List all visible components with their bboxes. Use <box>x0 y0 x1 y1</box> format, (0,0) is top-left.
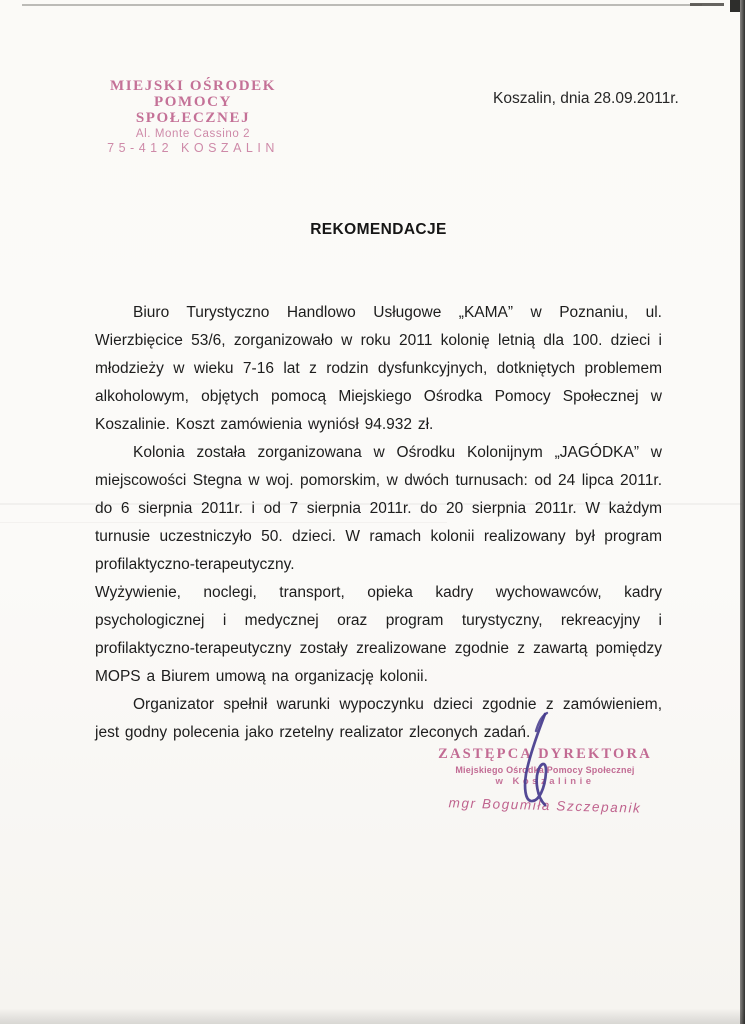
director-stamp-org: Miejskiego Ośrodka Pomocy Społecznej <box>455 765 635 775</box>
paragraph-1: Biuro Turystyczno Handlowo Usługowe „KAMA” w Poznaniu, ul. Wierzbięcice 53/6, zorganizowało w roku 2011 kolonię letnią dla 100. dzieci i młodzieży w wieku 7-16 lat z rodzin dysfunkcyjnych, dotkniętych problemem alkoholowym, objętych pomocą Miejskiego Ośrodka Pomocy Społecznej w Koszalinie. Koszt zamówienia wyniósł 94.932 zł. <box>95 304 662 433</box>
scan-top-edge-dark-segment <box>690 3 724 6</box>
office-stamp-postal-city: 75-412 KOSZALIN <box>107 141 279 155</box>
letter-body <box>95 299 662 747</box>
director-stamp-title: ZASTĘPCA DYREKTORA <box>438 746 652 762</box>
paragraph-4: Organizator spełnił warunki wypoczynku dzieci zgodnie z zamówieniem, jest godny polecenia jako rzetelny realizator zleconych zadań. <box>95 696 662 741</box>
office-stamp-name-line1: MIEJSKI OŚRODEK <box>109 78 277 94</box>
date-line: Koszalin, dnia 28.09.2011r. <box>493 90 679 107</box>
letter-title: REKOMENDACJE <box>310 221 447 238</box>
office-stamp-name-line2: POMOCY SPOŁECZNEJ <box>135 94 251 126</box>
signature-scribble <box>494 711 566 813</box>
scan-bottom-shadow <box>0 1008 745 1024</box>
scan-right-edge-strip <box>740 0 745 1024</box>
director-stamp-city: w Koszalinie <box>495 776 595 787</box>
office-stamp-address: Al. Monte Cassino 2 <box>135 128 251 140</box>
paragraph-3: Wyżywienie, noclegi, transport, opieka kadry wychowawców, kadry psychologicznej i medycznej oraz program turystyczny, rekreacyjny i profilaktyczno-terapeutyczny zostały zrealizowane zgodnie z zawartą pomiędzy MOPS a Biurem umową na organizację kolonii. <box>95 584 662 685</box>
paragraph-2: Kolonia została zorganizowana w Ośrodku Kolonijnym „JAGÓDKA” w miejscowości Stegna w woj. pomorskim, w dwóch turnusach: od 24 lipca 2011r. do 6 sierpnia 2011r. i od 7 sierpnia 2011r. do 20 sierpnia 2011r. W każdym turnusie uczestniczyło 50. dzieci. W ramach kolonii realizowany był program profilaktyczno-terapeutyczny. <box>95 444 662 573</box>
director-stamp-signer-name: mgr Bogumiła Szczepanik <box>448 795 642 816</box>
scan-top-edge-line <box>22 4 702 6</box>
office-stamp <box>98 78 288 156</box>
